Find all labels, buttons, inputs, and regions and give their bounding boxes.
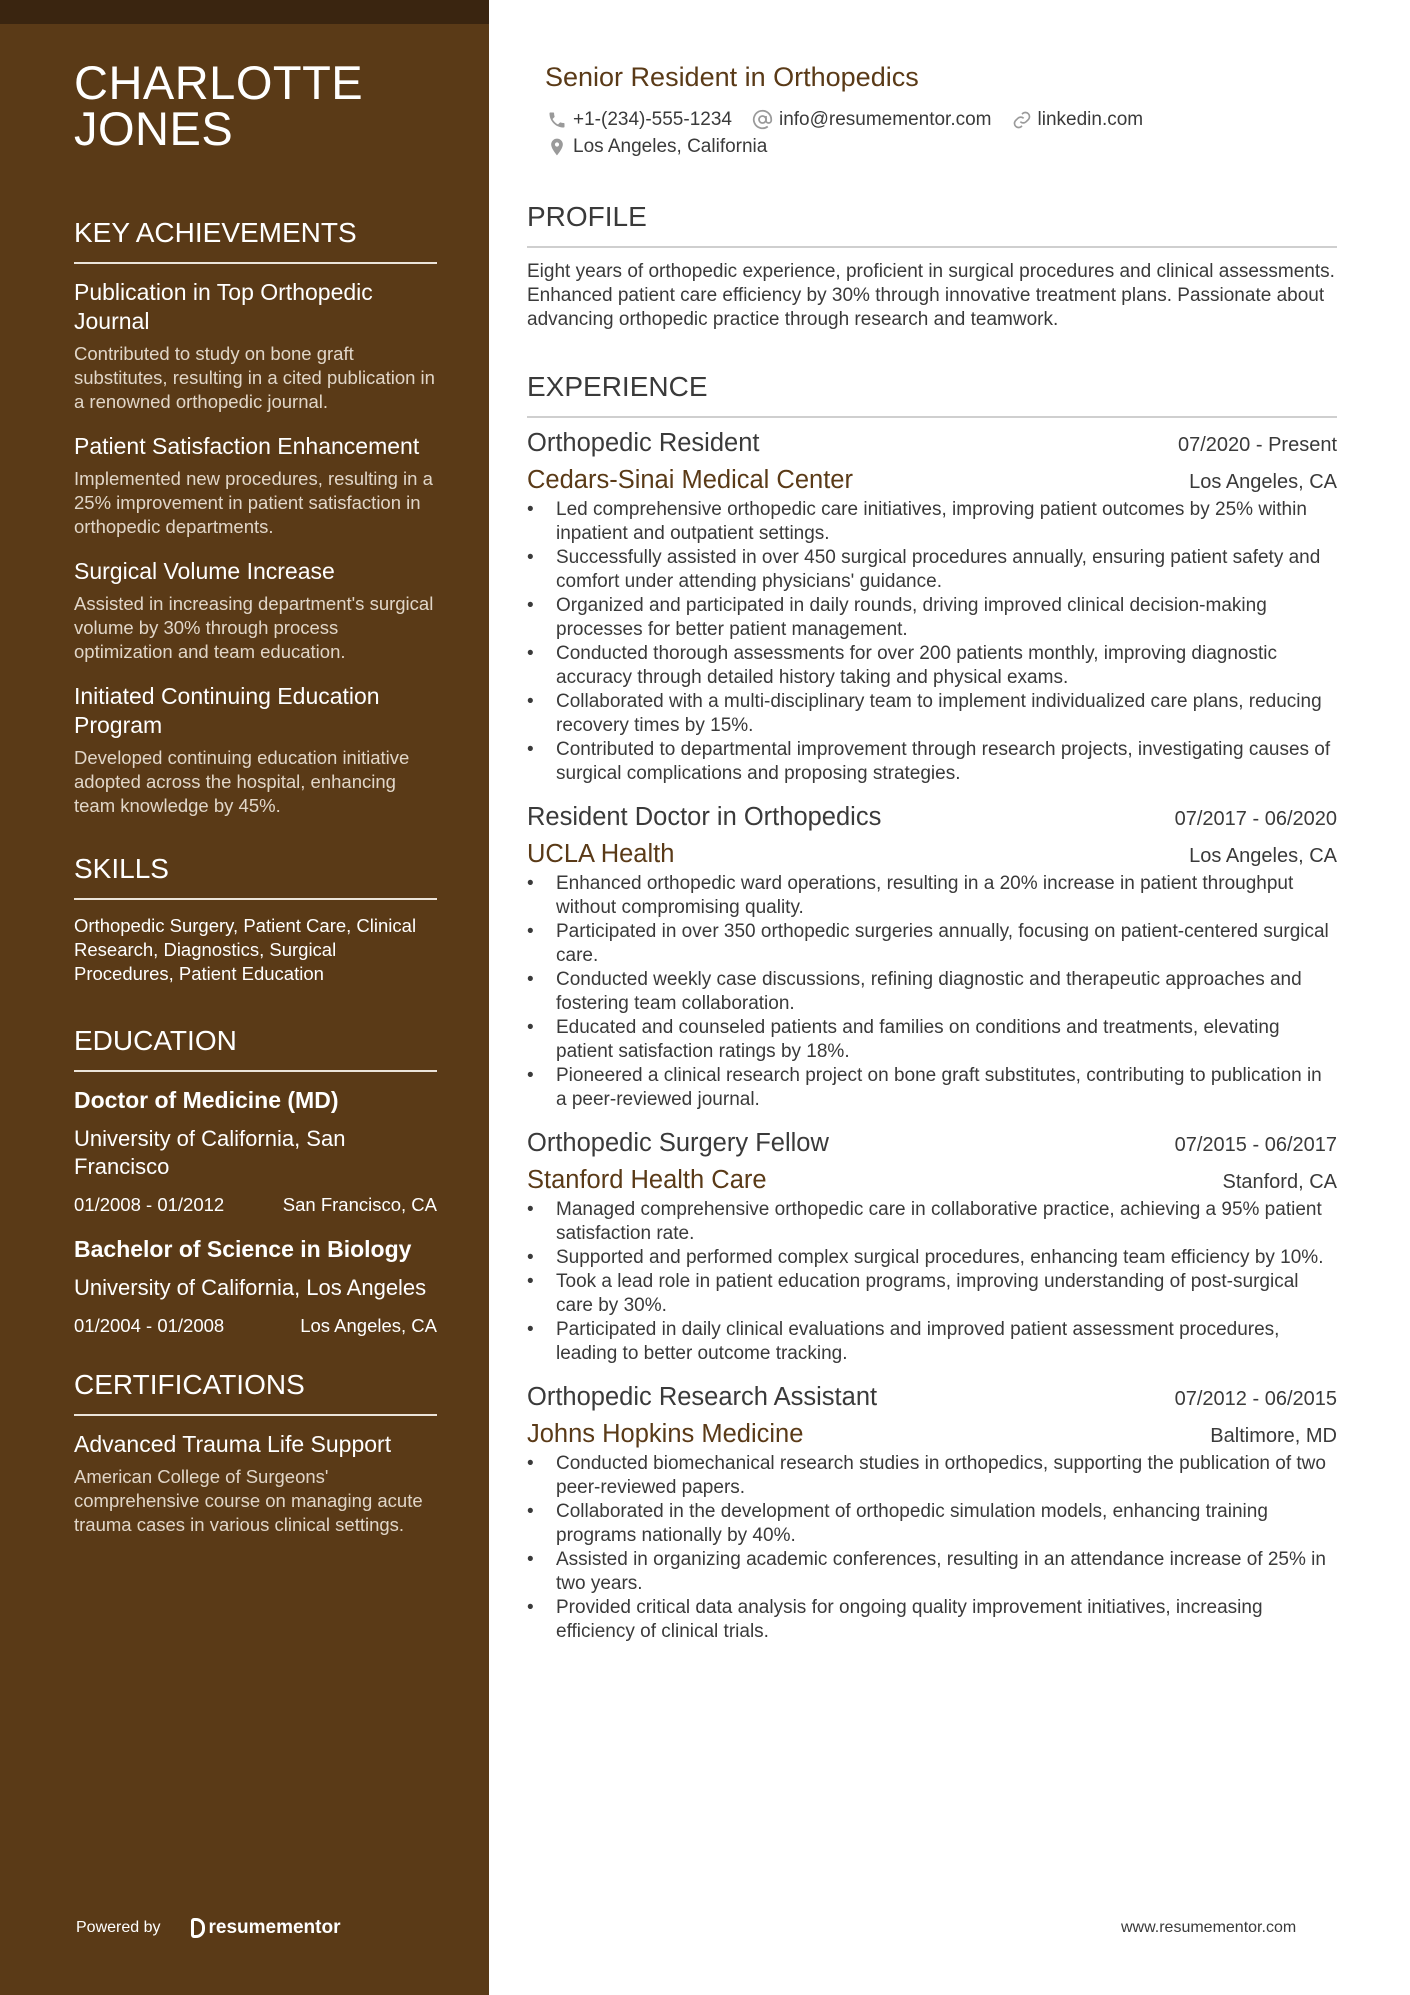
profile-heading: PROFILE [527,200,1337,248]
resumementor-mark-icon [191,1918,205,1938]
achievement-desc: Assisted in increasing department's surgical volume by 30% through process optimization and team education. [74,593,434,662]
job-bullet: • Assisted in organizing academic conferences, resulting in an attendance increase of 25% in two years. [527,1548,1337,1596]
job-bullets [527,498,1337,786]
skills-heading: SKILLS [74,852,437,900]
sidebar-top-bar [0,0,489,24]
job-bullets [527,1452,1337,1644]
achievement-item [74,278,437,414]
job-bullet: • Led comprehensive orthopedic care initiatives, improving patient outcomes by 25% within inpatient and outpatient settings. [527,498,1337,546]
skills-list: Orthopedic Surgery, Patient Care, Clinical Research, Diagnostics, Surgical Procedures, Patient Education [74,915,417,984]
resumementor-logo[interactable] [191,1917,341,1939]
job-location: Baltimore, MD [1210,1425,1337,1447]
at-sign-icon [752,109,773,130]
job-bullet: • Collaborated in the development of orthopedic simulation models, enhancing training programs nationally by 40%. [527,1500,1337,1548]
achievement-title: Surgical Volume Increase [74,558,335,584]
certification-title: Advanced Trauma Life Support [74,1431,392,1457]
email-text: info@resumementor.com [778,109,992,130]
contact-email[interactable] [752,106,992,133]
profile-section [527,200,1337,332]
job-bullet: • Organized and participated in daily rounds, driving improved clinical decision-making processes for better patient management. [527,594,1337,642]
job-dates: 07/2012 - 06/2015 [1174,1388,1337,1410]
job-bullet: • Conducted weekly case discussions, refining diagnostic and therapeutic approaches and fostering team collaboration. [527,968,1337,1016]
contact-location [547,133,767,160]
job-bullet: • Conducted thorough assessments for over 200 patients monthly, improving diagnostic accuracy through detailed history taking and physical exams. [527,642,1337,690]
job-location: Los Angeles, CA [1189,471,1337,493]
contact-info [547,106,1307,160]
job-role: Orthopedic Resident [527,429,760,457]
achievement-title: Initiated Continuing Education Program [74,683,380,738]
job-bullet: • Successfully assisted in over 450 surgical procedures annually, ensuring patient safety and comfort under attending physicians' guidance. [527,546,1337,594]
education-meta [74,1193,437,1217]
phone-icon [547,110,567,130]
job-location: Stanford, CA [1222,1171,1337,1193]
job-bullet: • Supported and performed complex surgical procedures, enhancing team efficiency by 10%. [527,1246,1337,1270]
job-company: Stanford Health Care [527,1166,767,1194]
job-bullet: • Participated in daily clinical evaluations and improved patient assessment procedures, leading to better outcome tracking. [527,1318,1337,1366]
sidebar [0,0,489,1995]
job-role: Resident Doctor in Orthopedics [527,803,882,831]
link-icon [1012,110,1032,130]
education-degree: Doctor of Medicine (MD) [74,1087,339,1113]
achievement-title: Patient Satisfaction Enhancement [74,433,420,459]
job-role: Orthopedic Research Assistant [527,1383,878,1411]
job-bullet: • Pioneered a clinical research project on bone graft substitutes, contributing to publication in a peer-reviewed journal. [527,1064,1337,1112]
certifications-section [74,1368,437,1537]
contact-linkedin[interactable] [1012,106,1144,133]
location-pin-icon [547,137,567,157]
achievement-desc: Implemented new procedures, resulting in a 25% improvement in patient satisfaction in orthopedic departments. [74,468,433,537]
job-entry [527,800,1337,1112]
job-bullet: • Educated and counseled patients and families on conditions and treatments, elevating patient satisfaction ratings by 18%. [527,1016,1337,1064]
job-bullet: • Managed comprehensive orthopedic care in collaborative practice, achieving a 95% patient satisfaction rate. [527,1198,1337,1246]
sidebar-footer [76,1917,341,1939]
job-location: Los Angeles, CA [1189,845,1337,867]
powered-by-label: Powered by [76,1919,161,1936]
achievement-item [74,682,437,818]
job-bullet: • Enhanced orthopedic ward operations, resulting in a 20% increase in patient throughput without compromising quality. [527,872,1337,920]
linkedin-text: linkedin.com [1037,109,1144,130]
contact-phone[interactable] [547,106,732,133]
experience-section [527,370,1337,1644]
education-dates: 01/2008 - 01/2012 [74,1194,225,1215]
phone-text: +1-(234)-555-1234 [573,109,732,130]
education-location: San Francisco, CA [282,1194,437,1215]
job-bullet: • Collaborated with a multi-disciplinary team to implement individualized care plans, reducing recovery times by 15%. [527,690,1337,738]
brand-name: resumementor [208,1917,341,1938]
job-dates: 07/2017 - 06/2020 [1174,808,1337,830]
education-dates: 01/2004 - 01/2008 [74,1315,225,1336]
job-bullet: • Provided critical data analysis for ongoing quality improvement initiatives, increasing efficiency of clinical trials. [527,1596,1337,1644]
certification-desc: American College of Surgeons' comprehensive course on managing acute trauma cases in various clinical settings. [74,1466,423,1535]
education-degree: Bachelor of Science in Biology [74,1236,412,1262]
job-bullet: • Contributed to departmental improvement through research projects, investigating causes of surgical complications and proposing strategies. [527,738,1337,786]
name-last: JONES [74,102,234,155]
job-company: Cedars-Sinai Medical Center [527,466,853,494]
job-bullet: • Conducted biomechanical research studies in orthopedics, supporting the publication of two peer-reviewed papers. [527,1452,1337,1500]
certifications-heading: CERTIFICATIONS [74,1368,437,1416]
job-entry [527,426,1337,786]
job-company: Johns Hopkins Medicine [527,1420,804,1448]
education-item [74,1235,437,1338]
education-meta [74,1314,437,1338]
main-content [527,60,1337,1658]
skills-section [74,852,437,986]
education-school: University of California, Los Angeles [74,1275,427,1300]
job-dates: 07/2015 - 06/2017 [1174,1134,1337,1156]
education-heading: EDUCATION [74,1024,437,1072]
headline: Senior Resident in Orthopedics [545,62,919,92]
education-section [74,1024,437,1338]
job-entry [527,1126,1337,1366]
job-dates: 07/2020 - Present [1178,434,1337,456]
achievement-title: Publication in Top Orthopedic Journal [74,279,373,334]
achievements-section [74,216,437,818]
job-role: Orthopedic Surgery Fellow [527,1129,829,1157]
job-bullet: • Took a lead role in patient education programs, improving understanding of post-surgical care by 30%. [527,1270,1337,1318]
profile-text: Eight years of orthopedic experience, proficient in surgical procedures and clinical assessments. Enhanced patient care efficiency by 30% through innovative treatment plans. Passionate about advancing orthopedic practice through research and teamwork. [527,261,1335,330]
footer-website-link[interactable]: www.resumementor.com [1121,1919,1297,1936]
education-school: University of California, San Francisco [74,1126,346,1179]
experience-heading: EXPERIENCE [527,370,1337,418]
candidate-name [74,56,437,155]
job-bullet: • Participated in over 350 orthopedic surgeries annually, focusing on patient-centered surgical care. [527,920,1337,968]
job-bullets [527,1198,1337,1366]
achievement-desc: Contributed to study on bone graft substitutes, resulting in a cited publication in a renowned orthopedic journal. [74,343,435,412]
achievements-heading: KEY ACHIEVEMENTS [74,216,437,264]
job-company: UCLA Health [527,840,675,868]
name-first: CHARLOTTE [74,56,364,109]
achievement-item [74,557,437,664]
job-entry [527,1380,1337,1644]
certification-item [74,1430,437,1537]
job-bullets [527,872,1337,1112]
education-item [74,1086,437,1217]
location-text: Los Angeles, California [573,136,768,157]
achievement-item [74,432,437,539]
education-location: Los Angeles, CA [300,1315,437,1336]
achievement-desc: Developed continuing education initiative adopted across the hospital, enhancing team knowledge by 45%. [74,747,410,816]
